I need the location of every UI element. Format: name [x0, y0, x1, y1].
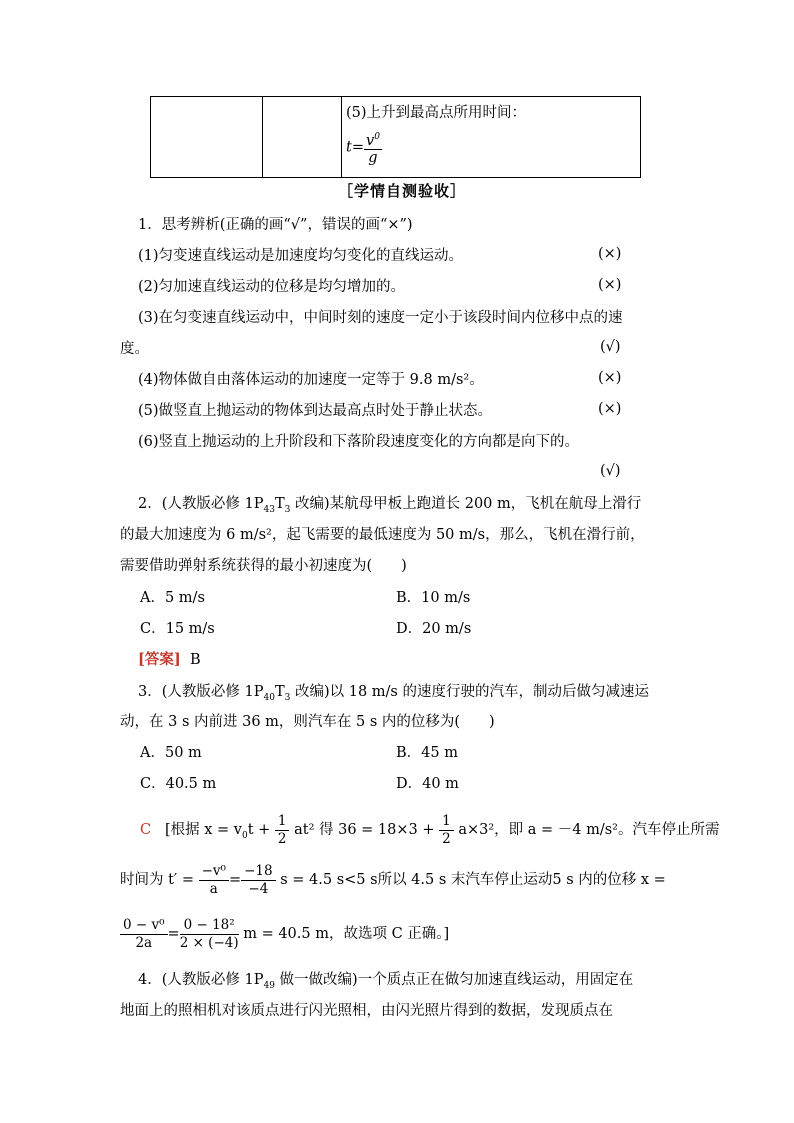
- sol2-eq: =: [228, 872, 242, 888]
- q1-item-5-mark: (×): [598, 401, 622, 417]
- sol3-fraction-1: [120, 917, 168, 952]
- q3-solution-line-1: [140, 812, 720, 854]
- sol-c: at² 得 36 = 18×3 +: [294, 822, 435, 838]
- q4-line1-sub1: 49: [263, 980, 275, 991]
- q1-item-3-mark: (√): [600, 339, 621, 355]
- half-num-1: 1: [275, 813, 290, 831]
- q4-line1-a: 4．(人教版必修 1P: [138, 972, 264, 988]
- table-cell-1: [151, 97, 263, 178]
- q2-line1-b: T: [274, 496, 285, 512]
- q1-item-1-mark: (×): [598, 246, 622, 262]
- q1-item-2: (2)匀加速直线运动的位移是均匀增加的。: [138, 279, 406, 295]
- sol2-f2-den: −4: [248, 880, 269, 897]
- formula-num: v: [365, 132, 375, 149]
- q1-item-6-mark: (√): [600, 463, 621, 479]
- half-fraction-2: [439, 813, 454, 848]
- q3-line1-c: 改编)以 18 m/s 的速度行驶的汽车，制动后做匀减速运: [290, 684, 649, 700]
- answer-label: [答案]: [138, 651, 181, 668]
- q3-option-a: A．50 m: [140, 745, 202, 761]
- sol3-fraction-2: [180, 917, 239, 952]
- q1-stem: 1．思考辨析(正确的画“√”，错误的画“×”): [138, 217, 413, 233]
- formula-fraction: [364, 129, 382, 166]
- q2-line1-sub2: 3: [284, 504, 291, 515]
- q4-line1-c: 做一做改编)一个质点正在做匀加速直线运动，用固定在: [274, 972, 634, 988]
- sol-d: a×3²，即 a = －4 m/s²。汽车停止所需: [458, 822, 720, 838]
- q3-option-d: D．40 m: [396, 776, 459, 792]
- half-den-1: 2: [277, 830, 287, 847]
- half-fraction-1: [275, 813, 290, 848]
- q3-line1-b: T: [274, 684, 285, 700]
- q4-line-1: [138, 970, 633, 996]
- table-cell-3: [342, 97, 641, 178]
- q1-item-2-mark: (×): [598, 277, 622, 293]
- q1-item-1: (1)匀变速直线运动是加速度均匀变化的直线运动。: [138, 248, 464, 264]
- q1-item-3: (3)在匀变速直线运动中，中间时刻的速度一定小于该段时间内位移中点的速: [138, 310, 623, 326]
- q3-line-1: [138, 682, 649, 708]
- formula-den: g: [368, 149, 378, 166]
- solution-letter: C: [140, 822, 152, 838]
- sol-b: t +: [247, 822, 271, 838]
- sol3-eq: =: [167, 926, 180, 942]
- q2-line1-sub1: 43: [263, 504, 275, 515]
- q3-option-b: B．45 m: [396, 745, 458, 761]
- sol3-f1-den: 2a: [135, 934, 153, 951]
- q2-line-1: [138, 494, 641, 520]
- half-num-2: 1: [439, 813, 454, 831]
- q2-option-c: C．15 m/s: [140, 621, 215, 637]
- cell-formula: [346, 129, 382, 166]
- q3-solution-line-3: [120, 914, 449, 954]
- q3-line1-a: 3．(人教版必修 1P: [138, 684, 264, 700]
- q1-item-4-mark: (×): [598, 370, 622, 386]
- sol2-b: s = 4.5 s<5 s所以 4.5 s 末汽车停止运动5 s 内的位移 x =: [280, 872, 666, 888]
- q2-option-a: A．5 m/s: [140, 590, 205, 606]
- q2-option-d: D．20 m/s: [396, 621, 472, 637]
- q2-line1-c: 改编)某航母甲板上跑道长 200 m，飞机在航母上滑行: [290, 496, 642, 512]
- sol2-f1-num: −v⁰: [199, 863, 229, 881]
- q2-line1-a: 2．(人教版必修 1P: [138, 496, 264, 512]
- q3-line1-sub1: 40: [263, 692, 275, 703]
- q3-line1-sub2: 3: [284, 692, 291, 703]
- section-title: ［学情自测验收］: [338, 182, 467, 200]
- q2-option-b: B．10 m/s: [396, 590, 471, 606]
- sol2-fraction-2: [241, 863, 276, 898]
- sol-a: [根据 x = v: [164, 822, 242, 838]
- q1-item-6: (6)竖直上抛运动的上升阶段和下落阶段速度变化的方向都是向下的。: [138, 434, 580, 450]
- q2-line-3: 需要借助弹射系统获得的最小初速度为( ): [120, 558, 407, 574]
- q2-answer: [138, 650, 201, 670]
- top-table: [150, 96, 641, 178]
- q3-line-2: 动，在 3 s 内前进 36 m，则汽车在 5 s 内的位移为( ): [120, 714, 495, 730]
- sol2-f1-den: a: [209, 880, 218, 897]
- formula-t: t=: [346, 139, 364, 156]
- half-den-2: 2: [442, 830, 451, 847]
- sol2-a: 时间为 t′ =: [120, 872, 194, 888]
- q1-item-5: (5)做竖直上抛运动的物体到达最高点时处于静止状态。: [138, 403, 493, 419]
- sol-a-sub: 0: [241, 830, 248, 841]
- answer-value: B: [189, 652, 201, 668]
- sol2-f2-num: −18: [241, 863, 276, 881]
- q2-line-2: 的最大加速度为 6 m/s²，起飞需要的最低速度为 50 m/s，那么，飞机在滑行前，: [120, 527, 645, 543]
- q3-option-c: C．40.5 m: [140, 776, 217, 792]
- sol3-f2-num: 0 − 18²: [180, 917, 239, 935]
- sol3-f2-den: 2 × (−4): [179, 934, 239, 951]
- sol3-f1-num: 0 − v⁰: [120, 917, 168, 935]
- q3-solution-line-2: [120, 860, 666, 900]
- sol2-fraction-1: [199, 863, 229, 898]
- sol3-b: m = 40.5 m，故选项 C 正确。]: [243, 926, 450, 942]
- q1-item-4: (4)物体做自由落体运动的加速度一定等于 9.8 m/s²。: [138, 372, 484, 388]
- q4-line-2: 地面上的照相机对该质点进行闪光照相，由闪光照片得到的数据，发现质点在: [120, 1003, 613, 1019]
- cell-text-line1: (5)上升到最高点所用时间：: [346, 105, 527, 121]
- formula-num-sup: 0: [374, 132, 380, 142]
- table-cell-2: [263, 97, 342, 178]
- q1-item-3-cont: 度。: [120, 341, 149, 357]
